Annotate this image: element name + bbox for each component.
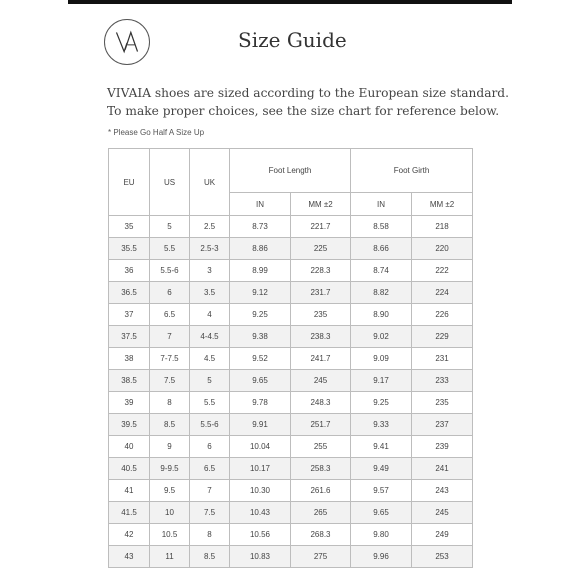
size-chart-table [108,148,473,568]
cell-uk: 4-4.5 [190,326,230,348]
cell-girth-mm: 253 [412,546,473,568]
cell-us: 6.5 [150,304,190,326]
table-row [109,524,473,546]
cell-length-in: 10.83 [230,546,291,568]
cell-length-in: 9.52 [230,348,291,370]
cell-girth-mm: 239 [412,436,473,458]
table-row [109,282,473,304]
cell-length-in: 8.99 [230,260,291,282]
cell-length-in: 10.56 [230,524,291,546]
header-length-in: IN [230,193,291,216]
cell-girth-mm: 235 [412,392,473,414]
cell-girth-mm: 237 [412,414,473,436]
table-row [109,436,473,458]
header-eu: EU [109,149,150,216]
cell-length-mm: 265 [291,502,351,524]
cell-girth-in: 9.80 [351,524,412,546]
cell-length-in: 10.30 [230,480,291,502]
cell-girth-mm: 243 [412,480,473,502]
cell-eu: 35.5 [109,238,150,260]
cell-girth-in: 9.65 [351,502,412,524]
cell-us: 8 [150,392,190,414]
cell-girth-mm: 220 [412,238,473,260]
cell-eu: 40 [109,436,150,458]
cell-uk: 5 [190,370,230,392]
cell-length-in: 9.12 [230,282,291,304]
header-girth-in: IN [351,193,412,216]
header-us: US [150,149,190,216]
page-title: Size Guide [238,28,347,52]
cell-length-mm: 221.7 [291,216,351,238]
cell-length-in: 10.17 [230,458,291,480]
cell-girth-mm: 231 [412,348,473,370]
logo-mark [105,20,149,64]
cell-eu: 37.5 [109,326,150,348]
table-row [109,480,473,502]
cell-girth-mm: 249 [412,524,473,546]
cell-eu: 40.5 [109,458,150,480]
table-row [109,348,473,370]
cell-girth-in: 9.02 [351,326,412,348]
cell-length-in: 8.86 [230,238,291,260]
cell-length-mm: 238.3 [291,326,351,348]
cell-us: 5.5 [150,238,190,260]
cell-eu: 36 [109,260,150,282]
cell-girth-in: 9.09 [351,348,412,370]
cell-eu: 39.5 [109,414,150,436]
cell-uk: 3.5 [190,282,230,304]
cell-us: 11 [150,546,190,568]
table-row [109,238,473,260]
cell-uk: 8.5 [190,546,230,568]
table-row [109,458,473,480]
cell-girth-mm: 222 [412,260,473,282]
cell-girth-mm: 229 [412,326,473,348]
cell-girth-in: 9.41 [351,436,412,458]
cell-uk: 5.5-6 [190,414,230,436]
cell-length-mm: 225 [291,238,351,260]
cell-us: 5 [150,216,190,238]
cell-girth-in: 9.96 [351,546,412,568]
cell-girth-mm: 226 [412,304,473,326]
cell-length-mm: 245 [291,370,351,392]
cell-length-mm: 258.3 [291,458,351,480]
table-row [109,392,473,414]
table-row [109,304,473,326]
cell-length-in: 9.38 [230,326,291,348]
cell-girth-in: 8.66 [351,238,412,260]
cell-us: 7.5 [150,370,190,392]
cell-length-mm: 231.7 [291,282,351,304]
cell-girth-in: 8.90 [351,304,412,326]
table-row [109,216,473,238]
cell-eu: 38 [109,348,150,370]
cell-length-in: 8.73 [230,216,291,238]
cell-us: 9-9.5 [150,458,190,480]
table-row [109,370,473,392]
cell-length-in: 9.65 [230,370,291,392]
cell-girth-mm: 224 [412,282,473,304]
cell-uk: 3 [190,260,230,282]
cell-us: 7-7.5 [150,348,190,370]
cell-eu: 42 [109,524,150,546]
cell-length-mm: 268.3 [291,524,351,546]
cell-girth-in: 9.17 [351,370,412,392]
cell-eu: 37 [109,304,150,326]
cell-girth-in: 8.74 [351,260,412,282]
cell-eu: 39 [109,392,150,414]
cell-girth-mm: 241 [412,458,473,480]
cell-length-in: 9.91 [230,414,291,436]
cell-eu: 41.5 [109,502,150,524]
cell-us: 10 [150,502,190,524]
header-foot-girth: Foot Girth [351,149,473,193]
cell-eu: 36.5 [109,282,150,304]
size-table-body [109,216,473,568]
cell-us: 9 [150,436,190,458]
top-border-bar [68,0,512,4]
cell-length-mm: 228.3 [291,260,351,282]
cell-uk: 4.5 [190,348,230,370]
cell-uk: 8 [190,524,230,546]
cell-uk: 2.5 [190,216,230,238]
cell-eu: 41 [109,480,150,502]
cell-girth-in: 9.33 [351,414,412,436]
cell-us: 9.5 [150,480,190,502]
header-foot-length: Foot Length [230,149,351,193]
cell-girth-in: 8.58 [351,216,412,238]
intro-line-2: To make proper choices, see the size chart for reference below. [107,104,500,118]
intro-line-1: VIVAIA shoes are sized according to the European size standard. [107,86,509,100]
vivaia-monogram-icon [104,19,150,65]
table-row [109,326,473,348]
cell-girth-mm: 245 [412,502,473,524]
cell-length-mm: 251.7 [291,414,351,436]
cell-girth-in: 8.82 [351,282,412,304]
cell-us: 6 [150,282,190,304]
cell-eu: 43 [109,546,150,568]
cell-length-mm: 261.6 [291,480,351,502]
cell-length-in: 10.43 [230,502,291,524]
cell-uk: 5.5 [190,392,230,414]
cell-us: 5.5-6 [150,260,190,282]
cell-us: 10.5 [150,524,190,546]
header-length-mm: MM ±2 [291,193,351,216]
cell-length-in: 9.78 [230,392,291,414]
size-note: * Please Go Half A Size Up [108,128,205,137]
cell-length-in: 10.04 [230,436,291,458]
cell-girth-in: 9.57 [351,480,412,502]
table-row [109,260,473,282]
cell-uk: 4 [190,304,230,326]
cell-girth-mm: 218 [412,216,473,238]
cell-length-mm: 248.3 [291,392,351,414]
cell-girth-mm: 233 [412,370,473,392]
intro-text [107,84,527,120]
cell-uk: 7.5 [190,502,230,524]
cell-uk: 6.5 [190,458,230,480]
table-row [109,414,473,436]
header-girth-mm: MM ±2 [412,193,473,216]
cell-length-mm: 235 [291,304,351,326]
cell-length-mm: 275 [291,546,351,568]
table-row [109,546,473,568]
cell-girth-in: 9.25 [351,392,412,414]
cell-uk: 6 [190,436,230,458]
cell-uk: 7 [190,480,230,502]
cell-length-mm: 255 [291,436,351,458]
header-uk: UK [190,149,230,216]
cell-us: 8.5 [150,414,190,436]
cell-uk: 2.5-3 [190,238,230,260]
cell-length-in: 9.25 [230,304,291,326]
cell-length-mm: 241.7 [291,348,351,370]
table-row [109,502,473,524]
cell-girth-in: 9.49 [351,458,412,480]
cell-eu: 35 [109,216,150,238]
cell-us: 7 [150,326,190,348]
cell-eu: 38.5 [109,370,150,392]
